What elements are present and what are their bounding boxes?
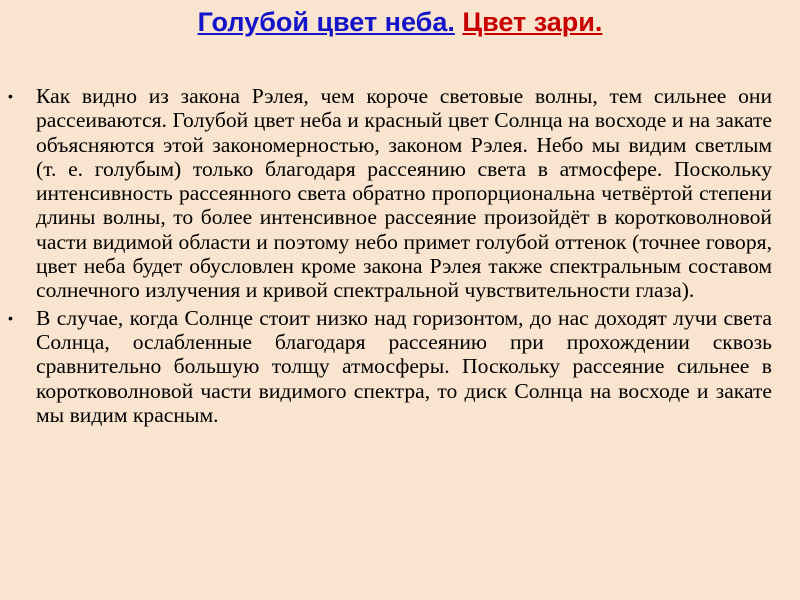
bullet-text: В случае, когда Солнце стоит низко над горизонтом, до нас доходят лучи света Солнца, ослабленные благодаря рассеянию при прохождении сквозь сравнительно большую толщу атмосферы. Поскольку рассеяние сильнее в коротковолновой части видимого спектра, то диск Солнца на восходе и закате мы видим красным. (36, 305, 772, 427)
slide-body (8, 84, 772, 430)
bullet-item (8, 84, 772, 303)
bullet-text: Как видно из закона Рэлея, чем короче световые волны, тем сильнее они рассеиваются. Голубой цвет неба и красный цвет Солнца на восходе и на закате объясняются этой закономерностью, законом Рэлея. Небо мы видим светлым (т. е. голубым) только благодаря рассеянию света в атмосфере. Поскольку интенсивность рассеянного света обратно пропорциональна четвёртой степени длины волны, то более интенсивное рассеяние произойдёт в коротковолновой части видимой области и поэтому небо примет голубой оттенок (точнее говоря, цвет неба будет обусловлен кроме закона Рэлея также спектральным составом солнечного излучения и кривой спектральной чувствительности глаза). (36, 84, 772, 303)
bullet-item (8, 305, 772, 427)
bullet-marker: • (8, 309, 13, 326)
bullet-marker: • (8, 88, 13, 104)
title-part-dawn-color: Цвет зари. (462, 7, 603, 37)
slide-title (0, 4, 800, 40)
title-part-sky-color: Голубой цвет неба. (197, 7, 455, 37)
